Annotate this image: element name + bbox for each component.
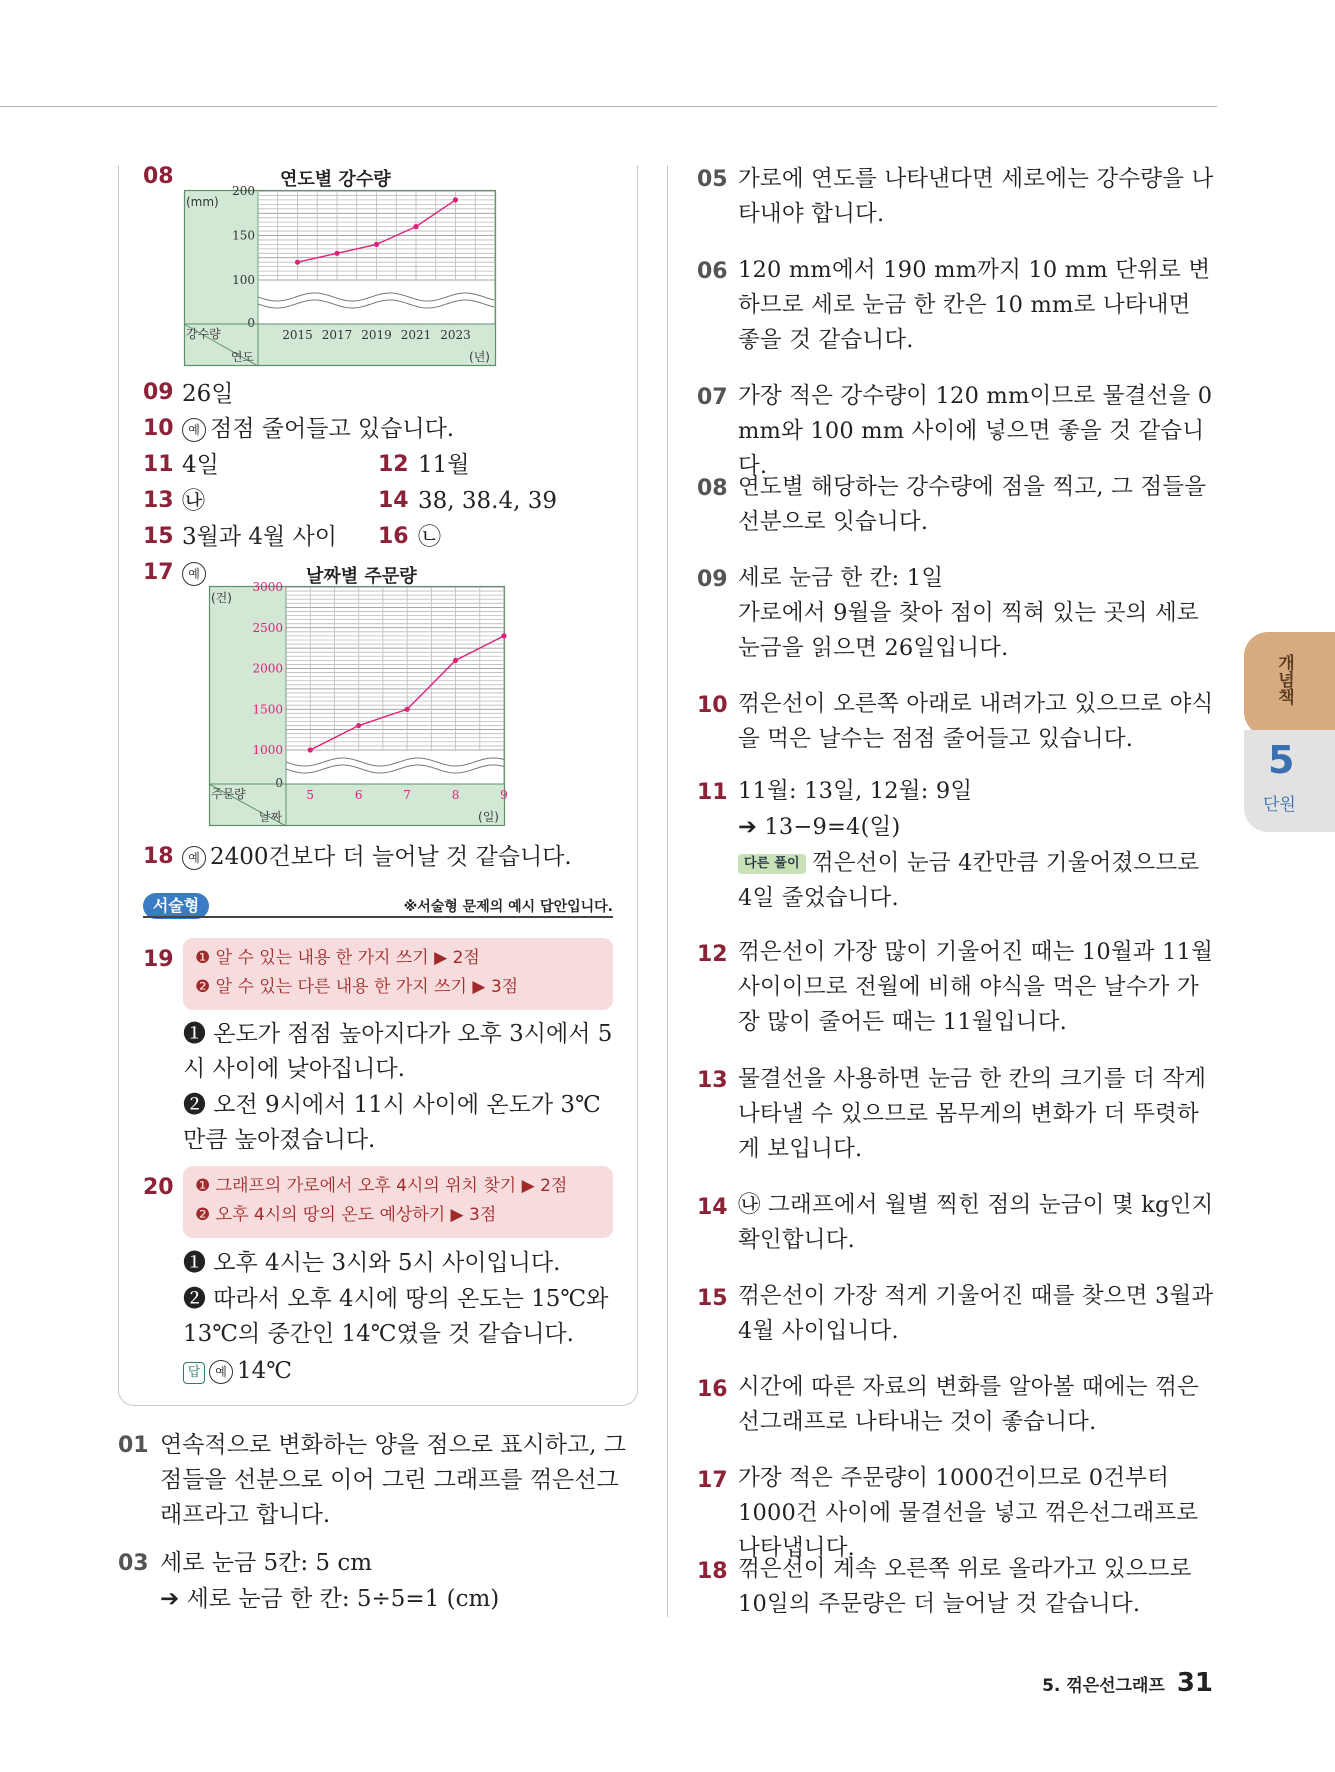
answer-mark: 답: [183, 1362, 205, 1384]
answer-text: 꺾은선이 계속 오른쪽 위로 올라가고 있으므로 10일의 주문량은 더 늘어날 것 같습니다.: [738, 1556, 1192, 1617]
criteria-line: ❷ 오후 4시의 땅의 온도 예상하기 ▶ 3점: [195, 1205, 497, 1225]
question-number: 13: [697, 1068, 728, 1093]
question-number: 19: [143, 947, 174, 972]
data-point: [413, 224, 418, 229]
data-point: [453, 658, 458, 663]
answer-text: ➔ 세로 눈금 한 칸: 5÷5=1 (cm): [160, 1586, 500, 1612]
answer-text: 가장 적은 강수량이 120 mm이므로 물결선을 0 mm와 100 mm 사이에 넣으면 좋을 것 같습니다.: [738, 383, 1213, 479]
y-tick-label: 1000: [252, 743, 283, 757]
question-number: 12: [697, 942, 728, 967]
question-number: 07: [697, 385, 728, 410]
x-unit-label: (일): [478, 810, 499, 824]
y-unit-label: (건): [211, 591, 232, 605]
data-point: [295, 260, 300, 265]
x-tick-label: 6: [354, 788, 363, 802]
scoring-criteria: [183, 938, 613, 1010]
y-tick-label: 150: [232, 228, 255, 243]
unit-label: 단원: [1263, 795, 1296, 815]
answer-text: 물결선을 사용하면 눈금 한 칸의 크기를 더 작게 나타낼 수 있으므로 몸무게의 변화가 더 뚜렷하게 보입니다.: [738, 1066, 1207, 1162]
answer-text: 연속적으로 변화하는 양을 점으로 표시하고, 그 점들을 선분으로 이어 그린 그래프를 꺾은선그래프라고 합니다.: [160, 1432, 627, 1528]
tab-unit-5[interactable]: [1244, 730, 1335, 832]
question-number: 11: [697, 780, 728, 805]
x-tick-label: 2021: [400, 328, 432, 342]
rainfall-line-chart: [184, 184, 496, 366]
data-point: [308, 747, 313, 752]
answer-text: ❷ 오전 9시에서 11시 사이에 온도가 3℃만큼 높아졌습니다.: [183, 1092, 601, 1153]
y-tick-label: 0: [247, 316, 255, 330]
y-tick-label: 2000: [252, 661, 283, 676]
example-mark: 예: [182, 418, 206, 442]
example-mark: 예: [182, 846, 206, 870]
y-tick-label: 2500: [252, 620, 283, 635]
question-number: 06: [697, 259, 728, 284]
answer-body: 꺾은선이 눈금 4칸만큼 기울어졌으므로 4일 줄었습니다.: [738, 850, 1200, 911]
answer-text: 11월: 13일, 12월: 9일: [738, 778, 973, 804]
answer-text: 꺾은선이 가장 많이 기울어진 때는 10월과 11월 사이이므로 전월에 비해 야식을 먹은 날수가 가장 많이 줄어든 때는 11월입니다.: [738, 939, 1214, 1035]
descriptive-note: ※서술형 문제의 예시 답안입니다.: [403, 899, 613, 915]
x-tick-label: 5: [306, 788, 315, 802]
answer-text: ㉯ 그래프에서 월별 찍힌 점의 눈금이 몇 kg인지 확인합니다.: [738, 1192, 1214, 1253]
question-number: 15: [143, 524, 174, 549]
x-unit-label: (년): [469, 350, 490, 364]
answer-text: 시간에 따른 자료의 변화를 알아볼 때에는 꺾은선그래프로 나타내는 것이 좋습니다.: [738, 1374, 1199, 1435]
question-number: 08: [697, 476, 728, 501]
answer-text: 가로에 연도를 나타낸다면 세로에는 강수량을 나타내야 합니다.: [738, 166, 1214, 227]
answer-text: ❷ 따라서 오후 4시에 땅의 온도는 15℃와 13℃의 중간인 14℃였을 것 같습니다.: [183, 1286, 609, 1347]
answer-text: 세로 눈금 한 칸: 1일: [738, 565, 944, 591]
question-number: 01: [118, 1433, 149, 1458]
y-unit-label: (mm): [186, 195, 219, 209]
question-number: 14: [697, 1195, 728, 1220]
question-number: 09: [697, 567, 728, 592]
question-number: 16: [378, 524, 409, 549]
y-tick-label: 1500: [252, 702, 283, 717]
answer-text: 가로에서 9월을 찾아 점이 찍혀 있는 곳의 세로 눈금을 읽으면 26일입니다.: [738, 600, 1199, 661]
x-tick-label: 9: [500, 788, 508, 802]
answer-text: 3월과 4월 사이: [182, 524, 337, 550]
data-point: [501, 633, 506, 638]
scoring-criteria: [183, 1166, 613, 1238]
question-number: 13: [143, 488, 174, 513]
y-tick-label: 200: [232, 184, 255, 198]
question-number: 10: [143, 416, 174, 441]
question-number: 11: [143, 452, 174, 477]
col-label: 연도: [230, 350, 254, 364]
y-tick-label: 3000: [252, 580, 283, 594]
orders-line-chart: [209, 580, 508, 826]
row-label: 강수량: [186, 327, 221, 341]
answer-body: 2400건보다 더 늘어날 것 같습니다.: [210, 844, 572, 870]
question-number: 14: [378, 488, 409, 513]
column-divider: [667, 165, 668, 1617]
page-number: 31: [1176, 1668, 1213, 1698]
break-band: [287, 751, 503, 783]
answer-text: 연도별 해당하는 강수량에 점을 찍고, 그 점들을 선분으로 잇습니다.: [738, 474, 1207, 535]
x-tick-label: 2019: [361, 328, 392, 342]
answer-text: 11월: [418, 452, 470, 478]
question-number: 09: [143, 380, 174, 405]
descriptive-rule: [143, 916, 613, 918]
unit-number: 5: [1268, 738, 1295, 782]
data-point: [374, 242, 379, 247]
question-number: 08: [143, 164, 174, 189]
page-footer: [1042, 1668, 1213, 1698]
x-tick-label: 2015: [282, 328, 313, 342]
chart-title: 날짜별 주문량: [306, 566, 417, 587]
other-solution-badge: 다른 풀이: [738, 854, 806, 874]
col-label: 날짜: [258, 810, 282, 824]
x-tick-label: 2017: [321, 328, 353, 342]
answer-text: [182, 412, 454, 447]
criteria-line: ❶ 알 수 있는 내용 한 가지 쓰기 ▶ 2점: [195, 948, 480, 968]
answer-text: 120 mm에서 190 mm까지 10 mm 단위로 변하므로 세로 눈금 한 칸은 10 mm로 나타내면 좋을 것 같습니다.: [738, 257, 1211, 353]
question-number: 12: [378, 452, 409, 477]
data-point: [405, 707, 410, 712]
answer-text: 26일: [182, 381, 234, 407]
answer-text: ❶ 오후 4시는 3시와 5시 사이입니다.: [183, 1250, 561, 1276]
answer-text: [182, 556, 210, 591]
chapter-title: 5. 꺾은선그래프: [1042, 1676, 1165, 1696]
y-tick-label: 0: [275, 776, 283, 790]
answer-text: [183, 1354, 292, 1389]
answer-body: 점점 줄어들고 있습니다.: [210, 416, 455, 442]
question-number: 05: [697, 167, 728, 192]
question-number: 17: [143, 560, 174, 585]
data-point: [334, 251, 339, 256]
answer-text: 꺾은선이 오른쪽 아래로 내려가고 있으므로 야식을 먹은 날수는 점점 줄어들고 있습니다.: [738, 691, 1214, 752]
answer-text: 38, 38.4, 39: [418, 488, 557, 514]
criteria-line: ❷ 알 수 있는 다른 내용 한 가지 쓰기 ▶ 3점: [195, 977, 519, 997]
answer-body: 14℃: [237, 1358, 292, 1384]
answer-text: [738, 846, 1218, 916]
tab-concept-book[interactable]: [1244, 632, 1335, 736]
question-number: 20: [143, 1175, 174, 1200]
criteria-line: ❶ 그래프의 가로에서 오후 4시의 위치 찾기 ▶ 2점: [195, 1176, 568, 1196]
question-number: 10: [697, 693, 728, 718]
answer-text: 가장 적은 주문량이 1000건이므로 0건부터 1000건 사이에 물결선을 넣고 꺾은선그래프로 나타냅니다.: [738, 1465, 1199, 1561]
example-mark: 예: [209, 1360, 233, 1384]
answer-text: ㉯: [182, 488, 205, 514]
answer-text: ㉡: [418, 524, 441, 550]
tab-label: 개념책: [1274, 654, 1294, 705]
question-number: 17: [697, 1468, 728, 1493]
row-label: 주문량: [211, 787, 246, 801]
question-number: 15: [697, 1286, 728, 1311]
answer-text: ❶ 온도가 점점 높아지다가 오후 3시에서 5시 사이에 낮아집니다.: [183, 1021, 613, 1082]
answer-text: 4일: [182, 452, 219, 478]
data-point: [356, 723, 361, 728]
answer-text: 꺾은선이 가장 적게 기울어진 때를 찾으면 3월과 4월 사이입니다.: [738, 1283, 1214, 1344]
answer-text: ➔ 13−9=4(일): [738, 814, 901, 840]
x-tick-label: 2023: [440, 328, 471, 342]
question-number: 18: [697, 1559, 728, 1584]
question-number: 03: [118, 1551, 149, 1576]
data-point: [453, 197, 458, 202]
question-number: 18: [143, 844, 174, 869]
y-tick-label: 100: [232, 273, 255, 287]
x-tick-label: 8: [451, 788, 460, 802]
example-mark: 예: [182, 562, 206, 586]
answer-text: 세로 눈금 5칸: 5 cm: [160, 1550, 373, 1576]
chart-title: 연도별 강수량: [280, 169, 391, 190]
question-number: 16: [697, 1377, 728, 1402]
header-rule: [0, 106, 1217, 107]
descriptive-badge: 서술형: [143, 893, 209, 919]
x-tick-label: 7: [403, 788, 411, 802]
answer-text: [182, 840, 572, 875]
